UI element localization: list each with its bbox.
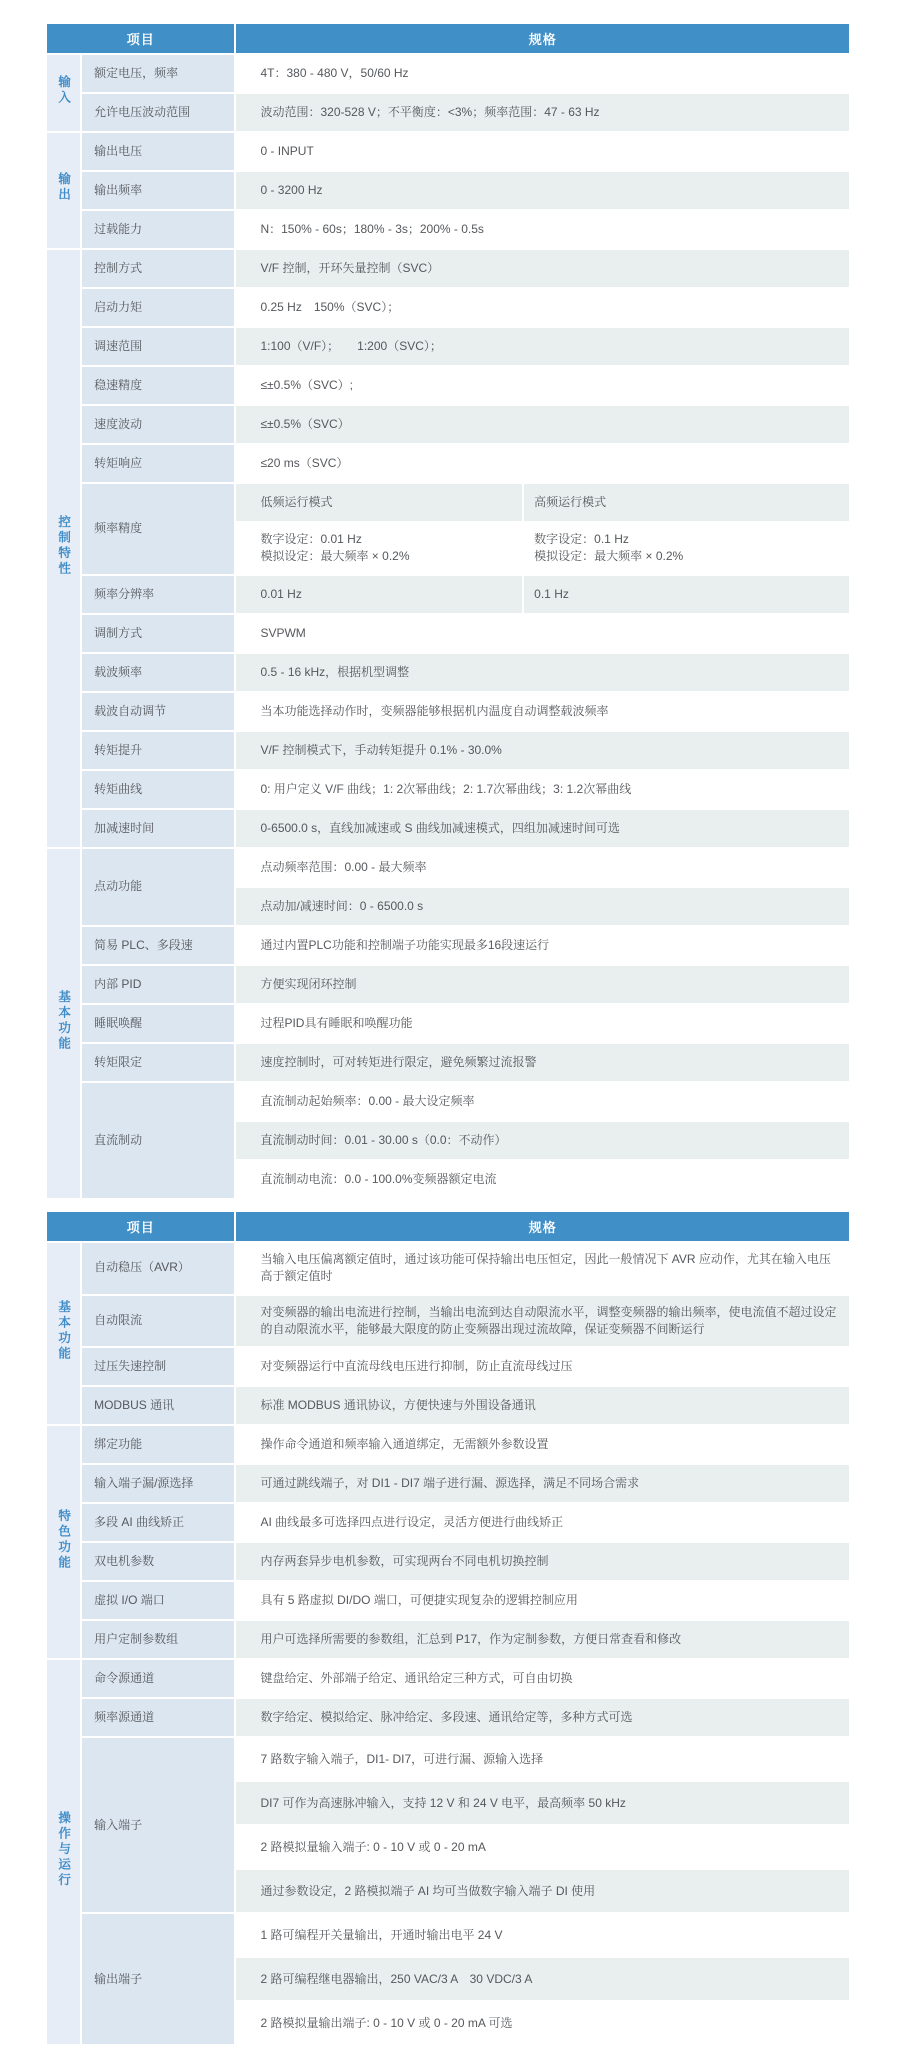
table-row — [47, 732, 849, 769]
item-cell: 命令源通道 — [82, 1660, 234, 1697]
spec-cell: 通过内置PLC功能和控制端子功能实现最多16段速运行 — [236, 927, 849, 964]
spec-cell: 直流制动起始频率：0.00 - 最大设定频率 — [236, 1083, 849, 1120]
table-row — [47, 1387, 849, 1424]
category-cell-input — [47, 55, 80, 131]
category-cell-output — [47, 133, 80, 248]
header-item: 项目 — [47, 1212, 234, 1241]
header-item: 项目 — [47, 24, 234, 53]
category-cell-special — [47, 1426, 80, 1658]
table-row — [47, 172, 849, 209]
spec-cell: 内存两套异步电机参数，可实现两台不同电机切换控制 — [236, 1543, 849, 1580]
table-row — [47, 1083, 849, 1120]
spec-cell: 0: 用户定义 V/F 曲线；1: 2次幂曲线；2: 1.7次幂曲线；3: 1.2次幂曲线 — [236, 771, 849, 808]
spec-cell: 7 路数字输入端子，DI1- DI7，可进行漏、源输入选择 — [236, 1738, 849, 1780]
spec-cell: 2 路模拟量输入端子: 0 - 10 V 或 0 - 20 mA — [236, 1826, 849, 1868]
table-row — [47, 1348, 849, 1385]
table-row — [47, 367, 849, 404]
table-row — [47, 289, 849, 326]
spec-cell: N：150% - 60s；180% - 3s；200% - 0.5s — [236, 211, 849, 248]
table-header-row — [47, 24, 849, 53]
spec-cell: 点动加/减速时间：0 - 6500.0 s — [236, 888, 849, 925]
category-label: 特色功能 — [56, 1508, 71, 1571]
header-spec: 规格 — [236, 24, 849, 53]
item-cell: 输入端子 — [82, 1738, 234, 1912]
spec-cell: 0-6500.0 s，直线加减速或 S 曲线加减速模式，四组加减速时间可选 — [236, 810, 849, 847]
table-row — [47, 1543, 849, 1580]
table-row — [47, 927, 849, 964]
category-label: 控制特性 — [56, 514, 71, 577]
category-label: 输出 — [56, 172, 71, 204]
spec-cell: 2 路可编程继电器输出，250 VAC/3 A 30 VDC/3 A — [236, 1958, 849, 2000]
spec-cell: 用户可选择所需要的参数组，汇总到 P17，作为定制参数，方便日常查看和修改 — [236, 1621, 849, 1658]
item-cell: 启动力矩 — [82, 289, 234, 326]
item-cell: 双电机参数 — [82, 1543, 234, 1580]
item-cell: 允许电压波动范围 — [82, 94, 234, 131]
spec-cell: SVPWM — [236, 615, 849, 652]
header-spec: 规格 — [236, 1212, 849, 1241]
table-header-row — [47, 1212, 849, 1241]
item-cell: 转矩限定 — [82, 1044, 234, 1081]
item-cell: MODBUS 通讯 — [82, 1387, 234, 1424]
category-cell-control — [47, 250, 80, 847]
spec-cell: 对变频器的输出电流进行控制，当输出电流到达自动限流水平，调整变频器的输出频率，使电流值不超过设定的自动限流水平，能够最大限度的防止变频器出现过流故障，保证变频器不间断运行 — [236, 1296, 849, 1347]
spec-cell: 点动频率范围：0.00 - 最大频率 — [236, 849, 849, 886]
table-row — [47, 94, 849, 131]
spec-line: 模拟设定：最大频率 × 0.2% — [534, 549, 684, 564]
item-cell: 过载能力 — [82, 211, 234, 248]
item-cell: 简易 PLC、多段速 — [82, 927, 234, 964]
item-cell: 额定电压，频率 — [82, 55, 234, 92]
spec-cell: 方便实现闭环控制 — [236, 966, 849, 1003]
spec-cell: 标准 MODBUS 通讯协议，方便快速与外围设备通讯 — [236, 1387, 849, 1424]
category-cell-basic2 — [47, 1243, 80, 1425]
table-row — [47, 1296, 849, 1347]
item-cell: 点动功能 — [82, 849, 234, 925]
item-cell: 直流制动 — [82, 1083, 234, 1198]
category-cell-operation — [47, 1660, 80, 2044]
spec-cell: 直流制动时间：0.01 - 30.00 s（0.0：不动作） — [236, 1122, 849, 1159]
spec-cell: 2 路模拟量输出端子: 0 - 10 V 或 0 - 20 mA 可选 — [236, 2002, 849, 2044]
table-row — [47, 1914, 849, 1956]
spec-cell: 键盘给定、外部端子给定、通讯给定三种方式，可自由切换 — [236, 1660, 849, 1697]
table-row — [47, 1504, 849, 1541]
spec-cell: 1 路可编程开关量输出，开通时输出电平 24 V — [236, 1914, 849, 1956]
table-row — [47, 771, 849, 808]
category-label: 基本功能 — [56, 1299, 71, 1362]
table-row — [47, 445, 849, 482]
item-cell: 载波自动调节 — [82, 693, 234, 730]
table-row — [47, 328, 849, 365]
category-cell-basic — [47, 849, 80, 1198]
spec-cell: 操作命令通道和频率输入通道绑定，无需额外参数设置 — [236, 1426, 849, 1463]
item-cell: 过压失速控制 — [82, 1348, 234, 1385]
table-row — [47, 615, 849, 652]
table-row — [47, 250, 849, 287]
spec-cell: 过程PID具有睡眠和唤醒功能 — [236, 1005, 849, 1042]
item-cell: 转矩曲线 — [82, 771, 234, 808]
category-label: 输入 — [56, 74, 71, 106]
spec-cell: 通过参数设定，2 路模拟端子 AI 均可当做数字输入端子 DI 使用 — [236, 1870, 849, 1912]
item-cell: 输出电压 — [82, 133, 234, 170]
item-cell: 内部 PID — [82, 966, 234, 1003]
item-cell: 调制方式 — [82, 615, 234, 652]
table-row — [47, 406, 849, 443]
spec-cell: 4T：380 - 480 V，50/60 Hz — [236, 55, 849, 92]
spec-cell-low-detail — [236, 523, 522, 574]
item-cell: 绑定功能 — [82, 1426, 234, 1463]
spec-cell: 数字给定、模拟给定、脉冲给定、多段速、通讯给定等，多种方式可选 — [236, 1699, 849, 1736]
table-row — [47, 1426, 849, 1463]
table-row — [47, 1243, 849, 1294]
spec-cell: DI7 可作为高速脉冲输入，支持 12 V 和 24 V 电平，最高频率 50 kHz — [236, 1782, 849, 1824]
table-row — [47, 1738, 849, 1780]
item-cell: 频率源通道 — [82, 1699, 234, 1736]
item-cell: 转矩响应 — [82, 445, 234, 482]
item-cell: 转矩提升 — [82, 732, 234, 769]
item-cell: 调速范围 — [82, 328, 234, 365]
spec-cell-low-mode: 低频运行模式 — [236, 484, 522, 521]
spec-cell: AI 曲线最多可选择四点进行设定，灵活方便进行曲线矫正 — [236, 1504, 849, 1541]
table-row — [47, 1621, 849, 1658]
spec-line: 数字设定：0.1 Hz — [534, 532, 629, 546]
item-cell: 睡眠唤醒 — [82, 1005, 234, 1042]
spec-cell: 当输入电压偏离额定值时，通过该功能可保持输出电压恒定，因此一般情况下 AVR 应动作，尤其在输入电压高于额定值时 — [236, 1243, 849, 1294]
table-row — [47, 55, 849, 92]
item-cell: 频率分辨率 — [82, 576, 234, 613]
table-row — [47, 693, 849, 730]
table-row — [47, 1699, 849, 1736]
category-label: 基本功能 — [56, 989, 71, 1052]
item-cell: 速度波动 — [82, 406, 234, 443]
spec-line: 数字设定：0.01 Hz — [260, 532, 362, 546]
spec-cell-high-mode: 高频运行模式 — [524, 484, 849, 521]
table-row — [47, 810, 849, 847]
spec-cell: 1:100（V/F）； 1:200（SVC）； — [236, 328, 849, 365]
table-row — [47, 1660, 849, 1697]
spec-cell: 速度控制时，可对转矩进行限定，避免频繁过流报警 — [236, 1044, 849, 1081]
item-cell: 自动限流 — [82, 1296, 234, 1347]
spec-cell: ≤±0.5%（SVC） — [236, 406, 849, 443]
table-row — [47, 966, 849, 1003]
spec-line: 模拟设定：最大频率 × 0.2% — [260, 549, 410, 564]
item-cell: 多段 AI 曲线矫正 — [82, 1504, 234, 1541]
item-cell: 频率精度 — [82, 484, 234, 574]
table-row — [47, 576, 849, 613]
table-row — [47, 849, 849, 886]
spec-cell: 波动范围：320-528 V；不平衡度：<3%；频率范围：47 - 63 Hz — [236, 94, 849, 131]
item-cell: 载波频率 — [82, 654, 234, 691]
item-cell: 输出端子 — [82, 1914, 234, 2044]
table-row — [47, 1005, 849, 1042]
spec-cell: 当本功能选择动作时，变频器能够根据机内温度自动调整载波频率 — [236, 693, 849, 730]
spec-cell-high-detail — [524, 523, 849, 574]
spec-cell: 可通过跳线端子，对 DI1 - DI7 端子进行漏、源选择，满足不同场合需求 — [236, 1465, 849, 1502]
table-row — [47, 1044, 849, 1081]
table-row — [47, 484, 849, 521]
spec-cell: 直流制动电流：0.0 - 100.0%变频器额定电流 — [236, 1161, 849, 1198]
spec-cell: V/F 控制，开环矢量控制（SVC） — [236, 250, 849, 287]
spec-cell: 对变频器运行中直流母线电压进行抑制，防止直流母线过压 — [236, 1348, 849, 1385]
item-cell: 输入端子漏/源选择 — [82, 1465, 234, 1502]
spec-cell: 0.5 - 16 kHz，根据机型调整 — [236, 654, 849, 691]
item-cell: 稳速精度 — [82, 367, 234, 404]
spec-table-upper — [45, 22, 851, 1200]
item-cell: 输出频率 — [82, 172, 234, 209]
table-row — [47, 1465, 849, 1502]
spec-cell: ≤20 ms（SVC） — [236, 445, 849, 482]
spec-cell: 具有 5 路虚拟 DI/DO 端口，可便捷实现复杂的逻辑控制应用 — [236, 1582, 849, 1619]
item-cell: 用户定制参数组 — [82, 1621, 234, 1658]
category-label: 操作与运行 — [56, 1810, 71, 1889]
item-cell: 控制方式 — [82, 250, 234, 287]
table-row — [47, 654, 849, 691]
table-row — [47, 211, 849, 248]
table-row — [47, 133, 849, 170]
spec-cell-high: 0.1 Hz — [524, 576, 849, 613]
spec-cell: 0 - 3200 Hz — [236, 172, 849, 209]
item-cell: 自动稳压（AVR） — [82, 1243, 234, 1294]
item-cell: 加减速时间 — [82, 810, 234, 847]
spec-cell: 0.25 Hz 150%（SVC）； — [236, 289, 849, 326]
spec-cell-low: 0.01 Hz — [236, 576, 522, 613]
spec-table-lower — [45, 1210, 851, 2046]
table-row — [47, 1582, 849, 1619]
item-cell: 虚拟 I/O 端口 — [82, 1582, 234, 1619]
spec-cell: V/F 控制模式下，手动转矩提升 0.1% - 30.0% — [236, 732, 849, 769]
spec-cell: 0 - INPUT — [236, 133, 849, 170]
spec-cell: ≤±0.5%（SVC）; — [236, 367, 849, 404]
